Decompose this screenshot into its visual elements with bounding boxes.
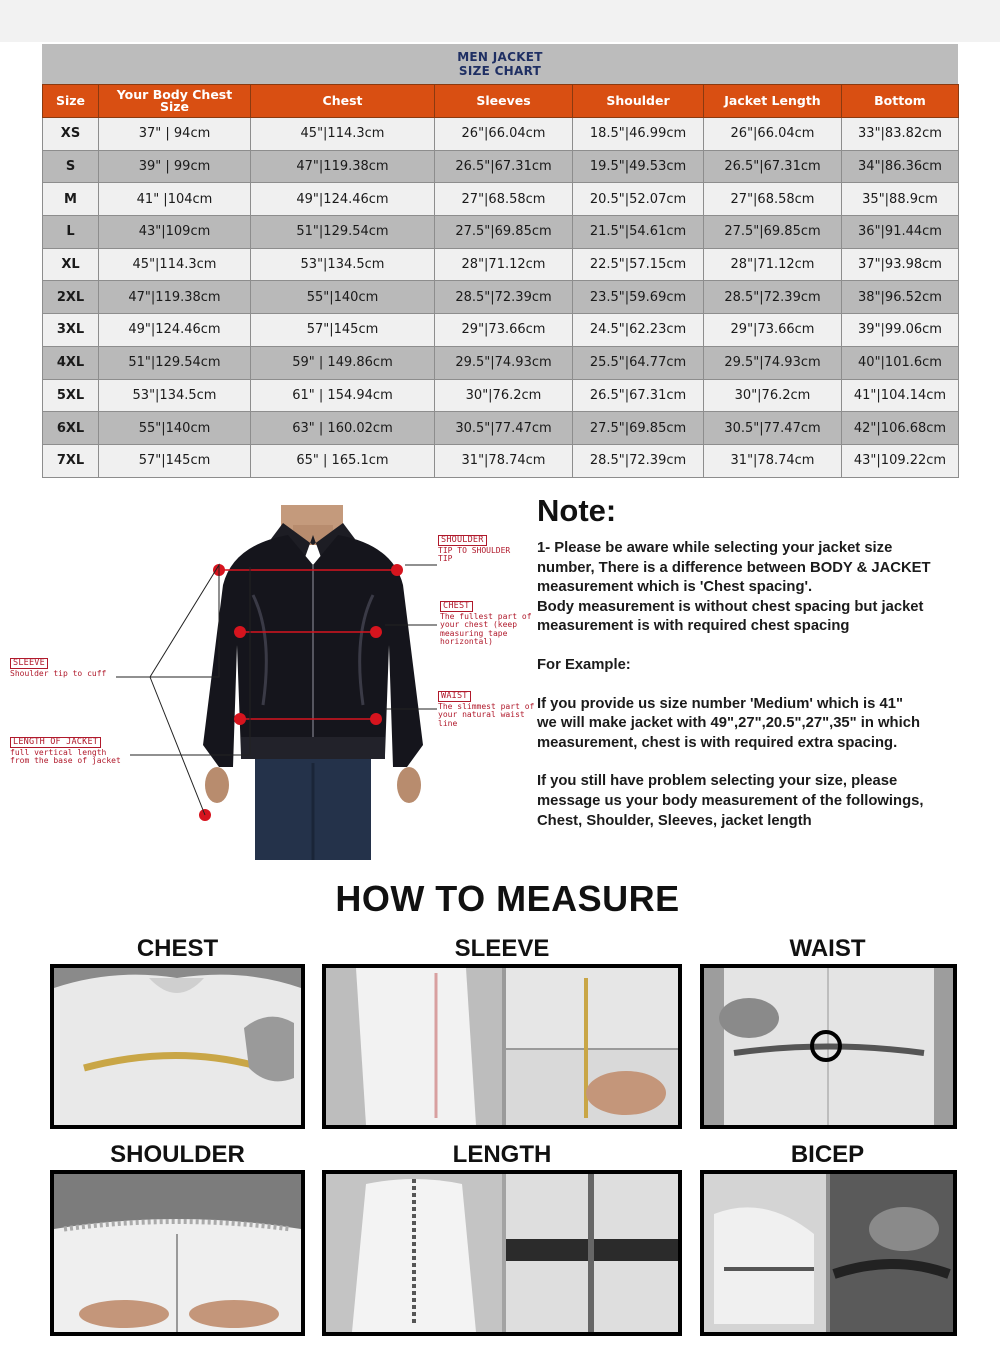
cell-chest: 55"|140cm <box>251 281 435 314</box>
measure-label-sleeve: SLEEVE <box>454 935 550 962</box>
chest-callout <box>440 601 532 647</box>
chest-tag: CHEST <box>440 601 473 612</box>
cell-chest: 45"|114.3cm <box>251 118 435 151</box>
chart-title-line-2: SIZE CHART <box>458 64 542 78</box>
table-row <box>43 281 959 314</box>
cell-body-chest: 37" | 94cm <box>99 118 251 151</box>
cell-shoulder: 18.5"|46.99cm <box>573 118 704 151</box>
waist-callout <box>438 691 538 728</box>
size-chart <box>42 44 958 478</box>
header-body-chest: Your Body Chest Size <box>99 85 251 118</box>
length-callout <box>10 737 125 766</box>
chart-title <box>42 44 958 84</box>
table-row <box>43 314 959 347</box>
note-line: Body measurement is without chest spacing but jacket <box>537 598 924 615</box>
table-row <box>43 183 959 216</box>
cell-chest: 57"|145cm <box>251 314 435 347</box>
cell-size: 3XL <box>43 314 99 347</box>
cell-bottom: 43"|109.22cm <box>842 444 959 477</box>
cell-body-chest: 55"|140cm <box>99 412 251 445</box>
cell-chest: 49"|124.46cm <box>251 183 435 216</box>
cell-sleeves: 29"|73.66cm <box>435 314 573 347</box>
measure-label-chest: CHEST <box>136 935 219 962</box>
note-paragraph-1 <box>537 539 997 637</box>
table-header-row <box>43 85 959 118</box>
cell-jacket-length: 29"|73.66cm <box>704 314 842 347</box>
cell-body-chest: 57"|145cm <box>99 444 251 477</box>
sleeve-illustration <box>326 968 678 1125</box>
how-to-measure-title: HOW TO MEASURE <box>335 878 680 919</box>
cell-bottom: 33"|83.82cm <box>842 118 959 151</box>
cell-shoulder: 25.5"|64.77cm <box>573 346 704 379</box>
shoulder-tag: SHOULDER <box>438 535 487 546</box>
table-row <box>43 118 959 151</box>
cell-body-chest: 49"|124.46cm <box>99 314 251 347</box>
cell-shoulder: 20.5"|52.07cm <box>573 183 704 216</box>
cell-chest: 59" | 149.86cm <box>251 346 435 379</box>
cell-sleeves: 28"|71.12cm <box>435 248 573 281</box>
size-table <box>42 84 959 478</box>
top-band <box>0 0 1000 42</box>
length-text: full vertical length from the base of jacket <box>10 747 121 765</box>
cell-body-chest: 45"|114.3cm <box>99 248 251 281</box>
table-row <box>43 444 959 477</box>
cell-jacket-length: 27.5"|69.85cm <box>704 216 842 249</box>
length-illustration <box>326 1174 678 1332</box>
cell-bottom: 36"|91.44cm <box>842 216 959 249</box>
cell-bottom: 42"|106.68cm <box>842 412 959 445</box>
header-chest: Chest <box>251 85 435 118</box>
cell-jacket-length: 26"|66.04cm <box>704 118 842 151</box>
note-title: Note: <box>537 493 617 528</box>
sleeve-text: Shoulder tip to cuff <box>10 668 107 678</box>
cell-shoulder: 22.5"|57.15cm <box>573 248 704 281</box>
cell-chest: 51"|129.54cm <box>251 216 435 249</box>
measure-photo-shoulder <box>50 1170 305 1336</box>
cell-size: S <box>43 150 99 183</box>
cell-size: M <box>43 183 99 216</box>
note-paragraph-3 <box>537 772 997 831</box>
cell-sleeves: 30"|76.2cm <box>435 379 573 412</box>
cell-sleeves: 30.5"|77.47cm <box>435 412 573 445</box>
cell-size: 5XL <box>43 379 99 412</box>
waist-illustration <box>704 968 953 1125</box>
chart-title-line-1: MEN JACKET <box>457 50 543 64</box>
cell-jacket-length: 27"|68.58cm <box>704 183 842 216</box>
cell-chest: 53"|134.5cm <box>251 248 435 281</box>
table-row <box>43 379 959 412</box>
cell-jacket-length: 26.5"|67.31cm <box>704 150 842 183</box>
note-line: measurement which is 'Chest spacing'. <box>537 579 813 596</box>
cell-sleeves: 29.5"|74.93cm <box>435 346 573 379</box>
cell-bottom: 37"|93.98cm <box>842 248 959 281</box>
shoulder-illustration <box>54 1174 301 1332</box>
note-line: number, There is a difference between BODY & JACKET <box>537 559 931 576</box>
waist-text: The slimmest part of your natural waist line <box>438 701 535 728</box>
cell-body-chest: 41" |104cm <box>99 183 251 216</box>
note-line: measurement is with required chest spacing <box>537 618 850 635</box>
table-row <box>43 412 959 445</box>
cell-body-chest: 51"|129.54cm <box>99 346 251 379</box>
cell-sleeves: 28.5"|72.39cm <box>435 281 573 314</box>
cell-chest: 63" | 160.02cm <box>251 412 435 445</box>
measure-photo-sleeve <box>322 964 682 1129</box>
measure-label-length: LENGTH <box>452 1141 552 1168</box>
cell-size: 6XL <box>43 412 99 445</box>
cell-sleeves: 27"|68.58cm <box>435 183 573 216</box>
cell-bottom: 38"|96.52cm <box>842 281 959 314</box>
measure-label-waist: WAIST <box>789 935 866 962</box>
cell-jacket-length: 31"|78.74cm <box>704 444 842 477</box>
cell-body-chest: 53"|134.5cm <box>99 379 251 412</box>
cell-shoulder: 21.5"|54.61cm <box>573 216 704 249</box>
cell-body-chest: 43"|109cm <box>99 216 251 249</box>
note-example <box>537 656 997 676</box>
note-line: Chest, Shoulder, Sleeves, jacket length <box>537 812 812 829</box>
cell-bottom: 40"|101.6cm <box>842 346 959 379</box>
measure-photo-waist <box>700 964 957 1129</box>
note-line: measurement, chest is with required extra spacing. <box>537 734 898 751</box>
table-row <box>43 346 959 379</box>
cell-jacket-length: 28.5"|72.39cm <box>704 281 842 314</box>
header-jacket-length: Jacket Length <box>704 85 842 118</box>
cell-shoulder: 23.5"|59.69cm <box>573 281 704 314</box>
cell-jacket-length: 28"|71.12cm <box>704 248 842 281</box>
cell-body-chest: 47"|119.38cm <box>99 281 251 314</box>
cell-size: 7XL <box>43 444 99 477</box>
cell-chest: 61" | 154.94cm <box>251 379 435 412</box>
cell-body-chest: 39" | 99cm <box>99 150 251 183</box>
measure-label-bicep: BICEP <box>790 1141 865 1168</box>
shoulder-text: TIP TO SHOULDER TIP <box>438 545 511 563</box>
cell-bottom: 34"|86.36cm <box>842 150 959 183</box>
measure-photo-length <box>322 1170 682 1336</box>
cell-chest: 47"|119.38cm <box>251 150 435 183</box>
note-line: 1- Please be aware while selecting your jacket size <box>537 540 893 556</box>
note-line: message us your body measurement of the followings, <box>537 792 924 809</box>
cell-jacket-length: 30.5"|77.47cm <box>704 412 842 445</box>
example-label: For Example: <box>537 656 631 673</box>
table-row <box>43 216 959 249</box>
cell-sleeves: 26.5"|67.31cm <box>435 150 573 183</box>
cell-size: XL <box>43 248 99 281</box>
note-line: If you provide us size number 'Medium' which is 41" <box>537 695 903 712</box>
chest-illustration <box>54 968 301 1125</box>
cell-jacket-length: 30"|76.2cm <box>704 379 842 412</box>
note-line: If you still have problem selecting your size, please <box>537 773 898 790</box>
cell-jacket-length: 29.5"|74.93cm <box>704 346 842 379</box>
measure-photo-bicep <box>700 1170 957 1336</box>
cell-shoulder: 24.5"|62.23cm <box>573 314 704 347</box>
cell-chest: 65" | 165.1cm <box>251 444 435 477</box>
cell-shoulder: 26.5"|67.31cm <box>573 379 704 412</box>
table-row <box>43 150 959 183</box>
cell-shoulder: 28.5"|72.39cm <box>573 444 704 477</box>
waist-tag: WAIST <box>438 691 471 702</box>
cell-shoulder: 19.5"|49.53cm <box>573 150 704 183</box>
measure-photo-chest <box>50 964 305 1129</box>
measure-label-shoulder: SHOULDER <box>110 1141 245 1168</box>
cell-bottom: 35"|88.9cm <box>842 183 959 216</box>
header-bottom: Bottom <box>842 85 959 118</box>
sleeve-callout <box>10 658 120 678</box>
size-note <box>537 493 997 831</box>
cell-size: 4XL <box>43 346 99 379</box>
note-paragraph-2 <box>537 695 997 754</box>
table-row <box>43 248 959 281</box>
sleeve-tag: SLEEVE <box>10 658 48 669</box>
header-sleeves: Sleeves <box>435 85 573 118</box>
header-size: Size <box>43 85 99 118</box>
cell-sleeves: 31"|78.74cm <box>435 444 573 477</box>
cell-sleeves: 26"|66.04cm <box>435 118 573 151</box>
jacket-measurement-diagram <box>0 495 545 865</box>
cell-shoulder: 27.5"|69.85cm <box>573 412 704 445</box>
cell-size: 2XL <box>43 281 99 314</box>
bicep-illustration <box>704 1174 953 1332</box>
cell-sleeves: 27.5"|69.85cm <box>435 216 573 249</box>
cell-bottom: 39"|99.06cm <box>842 314 959 347</box>
cell-size: L <box>43 216 99 249</box>
length-tag: LENGTH OF JACKET <box>10 737 101 748</box>
note-line: we will make jacket with 49",27",20.5",27",35" in which <box>537 715 920 732</box>
cell-size: XS <box>43 118 99 151</box>
header-shoulder: Shoulder <box>573 85 704 118</box>
shoulder-callout <box>438 535 528 564</box>
cell-bottom: 41"|104.14cm <box>842 379 959 412</box>
chest-text: The fullest part of your chest (keep measuring tape horizontal) <box>440 611 532 646</box>
